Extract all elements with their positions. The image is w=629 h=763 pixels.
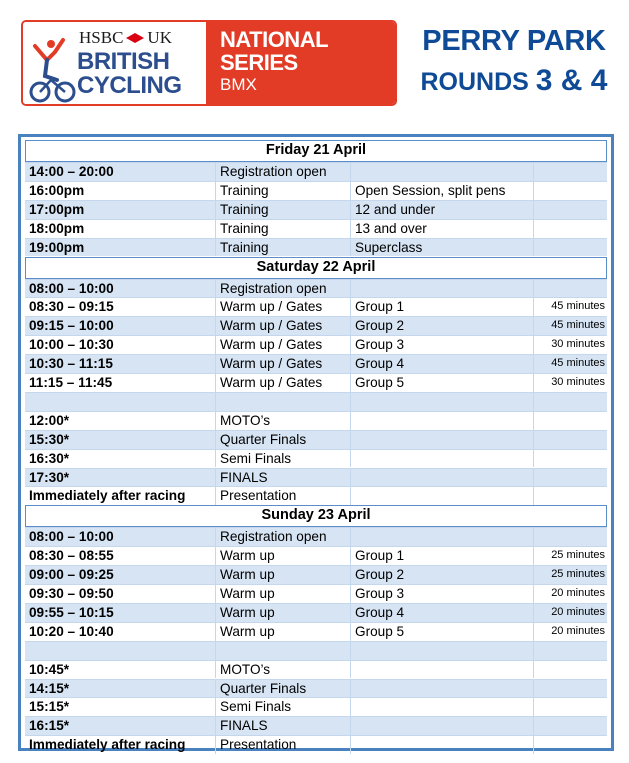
column-divider xyxy=(350,412,351,430)
schedule-row xyxy=(25,449,607,468)
schedule-row xyxy=(25,392,607,411)
activity-cell: Training xyxy=(220,220,269,236)
schedule-row xyxy=(25,603,607,622)
series-line-national: NATIONAL xyxy=(220,27,329,52)
schedule-row xyxy=(25,430,607,449)
column-divider xyxy=(215,182,216,200)
column-divider xyxy=(215,298,216,316)
column-divider xyxy=(350,736,351,754)
activity-cell: MOTO’s xyxy=(220,412,271,428)
time-cell: 15:30* xyxy=(29,431,70,447)
column-divider xyxy=(215,469,216,487)
schedule-row xyxy=(25,679,607,698)
activity-cell: Warm up xyxy=(220,586,275,601)
schedule-row xyxy=(25,411,607,430)
column-divider xyxy=(350,374,351,392)
time-cell: 16:00pm xyxy=(29,182,85,198)
column-divider xyxy=(350,431,351,449)
time-cell: 14:15* xyxy=(29,680,70,696)
group-cell: 13 and over xyxy=(355,220,427,236)
group-cell: 12 and under xyxy=(355,201,436,217)
activity-cell: Registration open xyxy=(220,280,327,296)
group-cell: Group 4 xyxy=(355,604,405,620)
activity-cell: Warm up / Gates xyxy=(220,337,323,353)
column-divider xyxy=(215,201,216,219)
column-divider xyxy=(215,661,216,679)
column-divider xyxy=(215,431,216,449)
column-divider xyxy=(533,450,534,468)
duration-cell: 20 minutes xyxy=(551,587,605,599)
schedule-row xyxy=(25,238,607,257)
column-divider xyxy=(215,393,216,411)
schedule-rows xyxy=(25,140,607,753)
column-divider xyxy=(350,642,351,660)
duration-cell: 30 minutes xyxy=(551,376,605,388)
column-divider xyxy=(533,469,534,487)
activity-cell: MOTO’s xyxy=(220,661,271,677)
activity-cell: Warm up xyxy=(220,548,275,564)
column-divider xyxy=(350,487,351,505)
logo-white-panel xyxy=(23,22,206,104)
group-cell: Group 5 xyxy=(355,623,405,639)
column-divider xyxy=(350,469,351,487)
schedule-table xyxy=(18,134,614,751)
column-divider xyxy=(533,220,534,238)
column-divider xyxy=(350,585,351,603)
activity-cell: Quarter Finals xyxy=(220,680,307,696)
column-divider xyxy=(215,355,216,373)
activity-cell: Training xyxy=(220,182,269,198)
time-cell: 08:30 – 08:55 xyxy=(29,548,114,564)
rounds-word: ROUNDS xyxy=(420,68,529,96)
duration-cell: 20 minutes xyxy=(551,624,605,637)
column-divider xyxy=(533,201,534,219)
column-divider xyxy=(215,736,216,754)
activity-cell: FINALS xyxy=(220,718,268,734)
schedule-row xyxy=(25,546,607,565)
column-divider xyxy=(215,450,216,468)
british-cycling-logo xyxy=(21,20,397,106)
column-divider xyxy=(350,393,351,411)
column-divider xyxy=(533,431,534,449)
column-divider xyxy=(533,374,534,392)
duration-cell: 45 minutes xyxy=(551,319,605,332)
series-panel xyxy=(206,22,395,104)
hsbc-text: HSBC xyxy=(79,28,124,47)
column-divider xyxy=(350,220,351,238)
column-divider xyxy=(533,355,534,373)
duration-cell: 45 minutes xyxy=(551,300,605,313)
group-cell: Group 1 xyxy=(355,548,405,564)
time-cell: 17:30* xyxy=(29,469,70,485)
hsbc-hexagon-icon xyxy=(126,33,144,44)
column-divider xyxy=(533,280,534,298)
column-divider xyxy=(350,680,351,698)
activity-cell: Warm up / Gates xyxy=(220,318,323,334)
time-cell: 08:00 – 10:00 xyxy=(29,280,114,296)
activity-cell: Training xyxy=(220,201,269,217)
schedule-row xyxy=(25,622,607,641)
column-divider xyxy=(533,736,534,754)
column-divider xyxy=(215,623,216,641)
time-cell: 16:30* xyxy=(29,450,70,466)
activity-cell: Registration open xyxy=(220,164,327,179)
activity-cell: Warm up xyxy=(220,623,275,639)
column-divider xyxy=(533,585,534,603)
duration-cell: 45 minutes xyxy=(551,357,605,370)
schedule-row xyxy=(25,354,607,373)
day-header: Friday 21 April xyxy=(25,140,607,162)
column-divider xyxy=(215,239,216,257)
group-cell: Superclass xyxy=(355,239,423,255)
column-divider xyxy=(350,280,351,298)
column-divider xyxy=(350,661,351,679)
schedule-row xyxy=(25,335,607,354)
column-divider xyxy=(533,680,534,698)
column-divider xyxy=(215,604,216,622)
column-divider xyxy=(215,317,216,335)
schedule-row xyxy=(25,486,607,505)
column-divider xyxy=(350,201,351,219)
column-divider xyxy=(533,623,534,641)
column-divider xyxy=(350,717,351,735)
schedule-row xyxy=(25,297,607,316)
activity-cell: Warm up / Gates xyxy=(220,375,323,390)
column-divider xyxy=(533,393,534,411)
group-cell: Group 4 xyxy=(355,356,405,372)
time-cell: 11:15 – 11:45 xyxy=(29,375,113,390)
time-cell: 10:30 – 11:15 xyxy=(29,356,113,372)
schedule-row xyxy=(25,735,607,754)
day-header: Saturday 22 April xyxy=(25,257,607,279)
activity-cell: Semi Finals xyxy=(220,450,292,466)
column-divider xyxy=(215,680,216,698)
activity-cell: Training xyxy=(220,239,269,255)
column-divider xyxy=(215,374,216,392)
group-cell: Group 5 xyxy=(355,375,405,390)
rounds-numbers: 3 & 4 xyxy=(535,64,608,97)
column-divider xyxy=(533,604,534,622)
activity-cell: Quarter Finals xyxy=(220,431,307,447)
column-divider xyxy=(215,487,216,505)
schedule-row xyxy=(25,279,607,298)
column-divider xyxy=(533,336,534,354)
column-divider xyxy=(350,163,351,181)
venue-name: PERRY PARK xyxy=(422,25,606,57)
column-divider xyxy=(350,239,351,257)
time-cell: Immediately after racing xyxy=(29,488,186,504)
column-divider xyxy=(533,487,534,505)
schedule-row xyxy=(25,373,607,392)
schedule-row xyxy=(25,697,607,716)
cycling-word: CYCLING xyxy=(77,72,182,99)
schedule-row xyxy=(25,181,607,200)
rounds-label xyxy=(400,64,628,99)
column-divider xyxy=(350,623,351,641)
time-cell: 10:00 – 10:30 xyxy=(29,337,114,353)
group-cell: Group 2 xyxy=(355,567,405,583)
schedule-row xyxy=(25,565,607,584)
time-cell: 10:45* xyxy=(29,661,70,677)
schedule-row xyxy=(25,200,607,219)
column-divider xyxy=(350,317,351,335)
schedule-row xyxy=(25,162,607,181)
time-cell: 09:00 – 09:25 xyxy=(29,567,114,583)
column-divider xyxy=(533,317,534,335)
column-divider xyxy=(350,336,351,354)
activity-cell: Semi Finals xyxy=(220,699,292,715)
duration-cell: 20 minutes xyxy=(551,605,605,618)
column-divider xyxy=(350,698,351,716)
series-line-series: SERIES xyxy=(220,50,298,75)
time-cell: 09:30 – 09:50 xyxy=(29,586,114,601)
schedule-row xyxy=(25,660,607,679)
series-line-bmx: BMX xyxy=(220,75,257,94)
time-cell: 08:00 – 10:00 xyxy=(29,529,114,545)
time-cell: 09:55 – 10:15 xyxy=(29,604,114,620)
column-divider xyxy=(350,182,351,200)
column-divider xyxy=(215,412,216,430)
column-divider xyxy=(215,547,216,565)
activity-cell: Warm up / Gates xyxy=(220,356,323,372)
column-divider xyxy=(533,412,534,430)
activity-cell: FINALS xyxy=(220,469,268,485)
column-divider xyxy=(533,528,534,546)
group-cell: Group 1 xyxy=(355,299,405,315)
time-cell: 12:00* xyxy=(29,412,70,428)
column-divider xyxy=(533,239,534,257)
column-divider xyxy=(350,298,351,316)
column-divider xyxy=(350,528,351,546)
column-divider xyxy=(533,661,534,679)
schedule-row xyxy=(25,468,607,487)
hsbc-uk-wordmark xyxy=(79,28,172,48)
group-cell: Group 3 xyxy=(355,337,405,353)
column-divider xyxy=(215,717,216,735)
day-header: Sunday 23 April xyxy=(25,505,607,527)
column-divider xyxy=(533,698,534,716)
schedule-row xyxy=(25,527,607,546)
activity-cell: Warm up / Gates xyxy=(220,299,323,315)
column-divider xyxy=(215,642,216,660)
time-cell: 16:15* xyxy=(29,718,70,734)
column-divider xyxy=(215,585,216,603)
schedule-row xyxy=(25,716,607,735)
schedule-row xyxy=(25,219,607,238)
column-divider xyxy=(215,220,216,238)
cyclist-icon xyxy=(29,36,77,106)
group-cell: Group 3 xyxy=(355,586,405,601)
time-cell: 15:15* xyxy=(29,699,70,715)
schedule-row xyxy=(25,584,607,603)
column-divider xyxy=(350,566,351,584)
column-divider xyxy=(215,698,216,716)
venue-heading xyxy=(400,24,628,99)
activity-cell: Warm up xyxy=(220,604,275,620)
column-divider xyxy=(350,604,351,622)
column-divider xyxy=(215,280,216,298)
activity-cell: Registration open xyxy=(220,529,327,545)
uk-text: UK xyxy=(147,28,172,47)
column-divider xyxy=(533,298,534,316)
column-divider xyxy=(350,450,351,468)
schedule-row xyxy=(25,316,607,335)
column-divider xyxy=(350,547,351,565)
column-divider xyxy=(533,163,534,181)
duration-cell: 25 minutes xyxy=(551,568,605,581)
column-divider xyxy=(215,336,216,354)
column-divider xyxy=(215,528,216,546)
column-divider xyxy=(533,642,534,660)
time-cell: 17:00pm xyxy=(29,201,85,217)
column-divider xyxy=(215,566,216,584)
time-cell: 19:00pm xyxy=(29,239,85,255)
time-cell: 18:00pm xyxy=(29,220,85,236)
time-cell: 09:15 – 10:00 xyxy=(29,318,114,334)
duration-cell: 30 minutes xyxy=(551,338,605,351)
column-divider xyxy=(533,566,534,584)
activity-cell: Presentation xyxy=(220,488,297,504)
british-word: BRITISH xyxy=(77,48,170,75)
group-cell: Open Session, split pens xyxy=(355,182,506,198)
column-divider xyxy=(350,355,351,373)
time-cell: Immediately after racing xyxy=(29,737,186,753)
column-divider xyxy=(533,717,534,735)
time-cell: 08:30 – 09:15 xyxy=(29,299,114,315)
column-divider xyxy=(533,547,534,565)
time-cell: 10:20 – 10:40 xyxy=(29,623,114,639)
activity-cell: Warm up xyxy=(220,567,275,583)
time-cell: 14:00 – 20:00 xyxy=(29,164,114,179)
column-divider xyxy=(215,163,216,181)
schedule-row xyxy=(25,641,607,660)
group-cell: Group 2 xyxy=(355,318,405,334)
activity-cell: Presentation xyxy=(220,737,297,753)
duration-cell: 25 minutes xyxy=(551,549,605,562)
column-divider xyxy=(533,182,534,200)
